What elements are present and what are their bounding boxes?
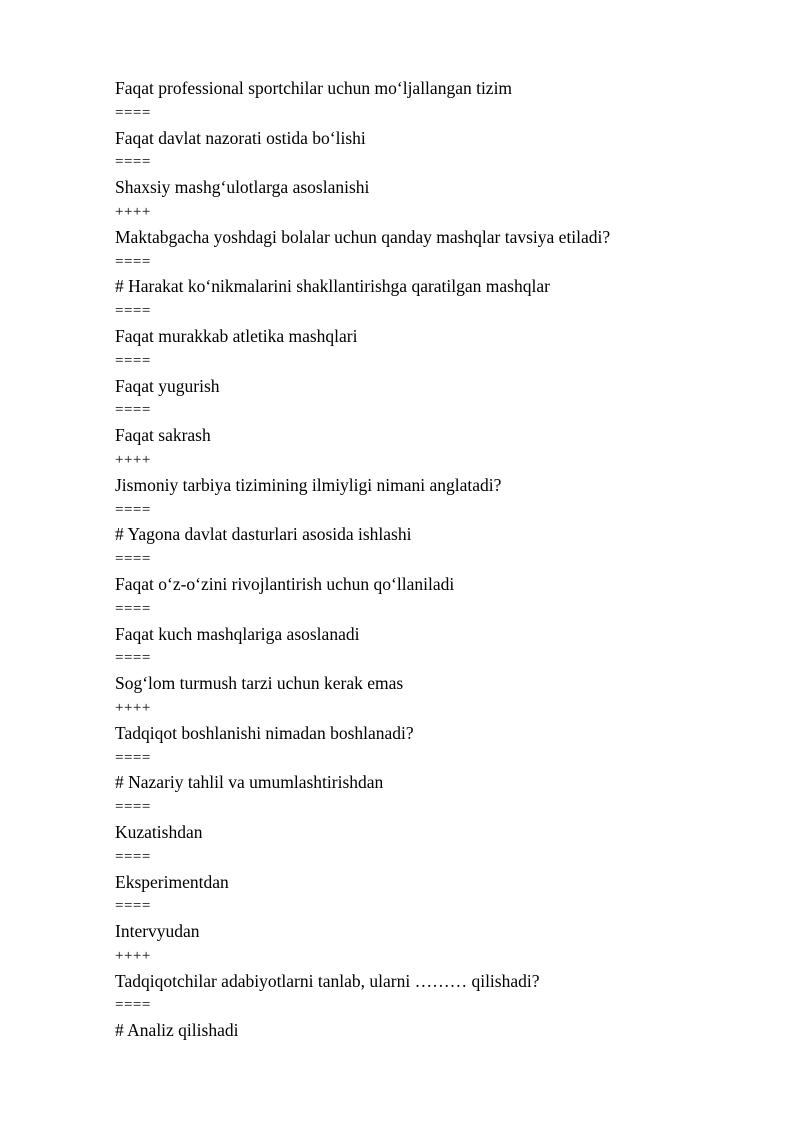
option-separator: ==== bbox=[115, 600, 151, 617]
answer-option: Faqat murakkab atletika mashqlari bbox=[115, 325, 358, 346]
question-separator: ++++ bbox=[115, 451, 151, 468]
option-separator: ==== bbox=[115, 154, 151, 171]
correct-answer-option: # Harakat koʻnikmalarini shakllantirishga qaratilgan mashqlar bbox=[115, 276, 550, 297]
option-separator: ==== bbox=[115, 253, 151, 270]
option-separator: ==== bbox=[115, 799, 151, 816]
question-separator: ++++ bbox=[115, 203, 151, 220]
option-separator: ==== bbox=[115, 749, 151, 766]
option-separator: ==== bbox=[115, 501, 151, 518]
option-separator: ==== bbox=[115, 303, 151, 320]
answer-option: Shaxsiy mashgʻulotlarga asoslanishi bbox=[115, 177, 370, 198]
correct-answer-option: # Analiz qilishadi bbox=[115, 1020, 239, 1041]
correct-answer-option: # Yagona davlat dasturlari asosida ishlashi bbox=[115, 524, 412, 545]
question-separator: ++++ bbox=[115, 947, 151, 964]
answer-option: Faqat davlat nazorati ostida boʻlishi bbox=[115, 127, 366, 148]
option-separator: ==== bbox=[115, 352, 151, 369]
document-page bbox=[115, 76, 755, 1043]
answer-option: Eksperimentdan bbox=[115, 871, 229, 892]
correct-answer-option: # Nazariy tahlil va umumlashtirishdan bbox=[115, 772, 384, 793]
question-separator: ++++ bbox=[115, 699, 151, 716]
option-separator: ==== bbox=[115, 104, 151, 121]
option-separator: ==== bbox=[115, 848, 151, 865]
question-text: Jismoniy tarbiya tizimining ilmiyligi nimani anglatadi? bbox=[115, 474, 502, 495]
answer-option: Faqat sakrash bbox=[115, 425, 211, 446]
answer-option: Faqat oʻz-oʻzini rivojlantirish uchun qoʻllaniladi bbox=[115, 573, 455, 594]
question-text: Tadqiqot boshlanishi nimadan boshlanadi? bbox=[115, 722, 414, 743]
option-separator: ==== bbox=[115, 402, 151, 419]
question-text: Tadqiqotchilar adabiyotlarni tanlab, ularni ……… qilishadi? bbox=[115, 970, 540, 991]
answer-option: Intervyudan bbox=[115, 921, 200, 942]
question-text: Maktabgacha yoshdagi bolalar uchun qanday mashqlar tavsiya etiladi? bbox=[115, 226, 611, 247]
answer-option: Faqat kuch mashqlariga asoslanadi bbox=[115, 623, 360, 644]
option-separator: ==== bbox=[115, 650, 151, 667]
answer-option: Faqat yugurish bbox=[115, 375, 220, 396]
option-separator: ==== bbox=[115, 898, 151, 915]
answer-option: Sogʻlom turmush tarzi uchun kerak emas bbox=[115, 673, 404, 694]
option-separator: ==== bbox=[115, 997, 151, 1014]
answer-option: Kuzatishdan bbox=[115, 821, 203, 842]
answer-option: Faqat professional sportchilar uchun moʻljallangan tizim bbox=[115, 78, 513, 98]
option-separator: ==== bbox=[115, 551, 151, 568]
